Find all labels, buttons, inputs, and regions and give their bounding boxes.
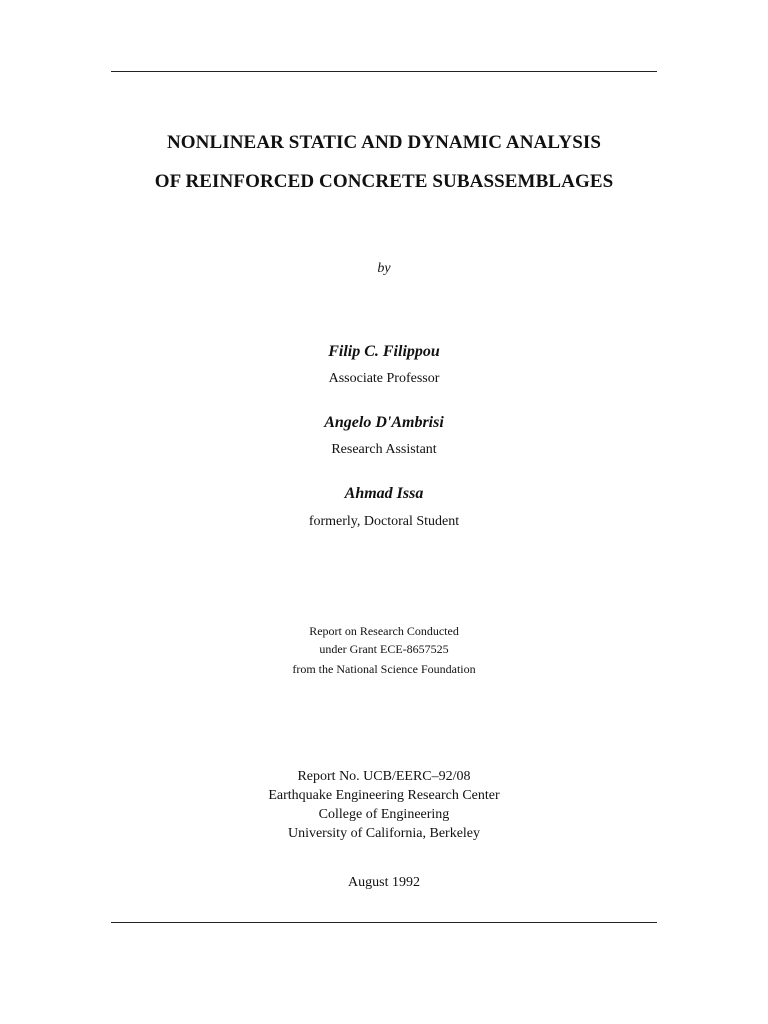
grant-note-line: from the National Science Foundation: [292, 662, 476, 676]
report-number: Report No. UCB/EERC–92/08: [297, 769, 471, 784]
university: University of California, Berkeley: [287, 826, 481, 841]
author-name: Ahmad Issa: [344, 485, 424, 502]
author-name: Filip C. Filippou: [328, 343, 440, 360]
grant-note-line: Report on Research Conducted: [309, 624, 459, 638]
author-name: Angelo D'Ambrisi: [324, 414, 444, 431]
report-date: August 1992: [348, 875, 420, 890]
author-role: Associate Professor: [328, 371, 440, 386]
bottom-rule: [111, 922, 657, 923]
top-rule: [111, 71, 657, 72]
college: College of Engineering: [318, 807, 450, 822]
title-line-2: OF REINFORCED CONCRETE SUBASSEMBLAGES: [154, 171, 614, 192]
title-line-1: NONLINEAR STATIC AND DYNAMIC ANALYSIS: [166, 132, 602, 153]
author-role: formerly, Doctoral Student: [308, 514, 460, 529]
research-center: Earthquake Engineering Research Center: [268, 788, 500, 803]
by-label: by: [377, 261, 391, 276]
grant-note-line: under Grant ECE-8657525: [319, 642, 449, 656]
author-role: Research Assistant: [331, 442, 437, 457]
